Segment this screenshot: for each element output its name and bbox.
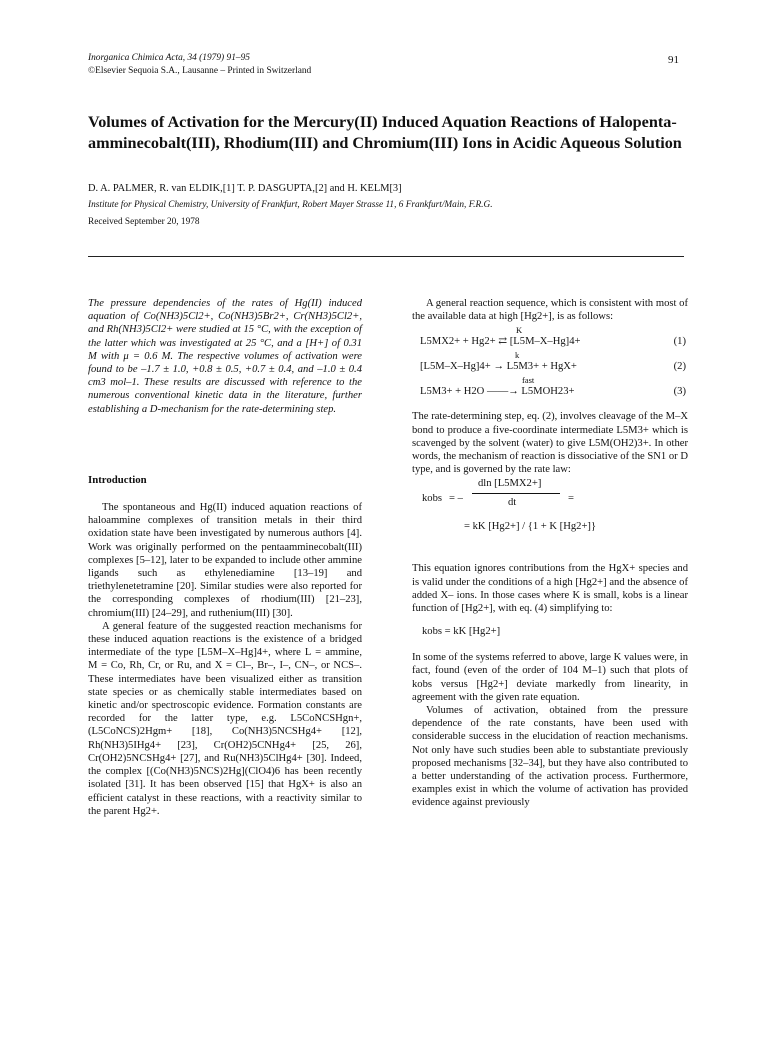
page-number: 91 — [668, 54, 679, 66]
rate-law-equals: = — [568, 493, 574, 505]
fast-step-label: fast — [522, 375, 535, 386]
left-column — [88, 297, 362, 818]
intro-paragraph-2: A general feature of the suggested reaction mechanisms for these induced aquation reactions is the existence of a bridged intermediate of the type [L5M–X–Hg]4+, where L = ammine, M = Co, Rh, Cr, or Ru, and X = Cl–, Br–, I–, CN–, or NCS–. These intermediates have been visualized either as transition state species or as chemically stable intermediates based on kinetic and/or spectroscopic evidence. Formation constants are recorded for the latter type, e.g. L5CoNCSHgn+, (L5CoNCS)2Hgm+ [18], Co(NH3)5NCSHg4+ [12], Rh(NH3)5IHg4+ [23], Cr(OH2)5CNHg4+ [25, 26], Cr(OH2)5NCSHg4+ [27], and Ru(NH3)5ClHg4+ [30]. Indeed, the complex [(Co(NH3)5NCS)2Hg](ClO4)6 has been recently isolated [31]. It has been observed [15] that HgX+ is also an efficient catalyst in these reactions, with a reactivity similar to the parent Hg2+. — [88, 620, 362, 817]
rate-law-expression: = kK [Hg2+] / {1 + K [Hg2+]} — [464, 521, 597, 533]
rate-law-equation — [412, 476, 688, 562]
affiliation: Institute for Physical Chemistry, University of Frankfurt, Robert Mayer Strasse 11, 6 Frankfurt/Main, F.R.G. — [88, 200, 493, 210]
journal-header — [88, 52, 311, 78]
article-title: Volumes of Activation for the Mercury(II) Induced Aquation Reactions of Halopenta-amminecobalt(III), Rhodium(III) and Chromium(III) Ions in Acidic Aqueous Solution — [88, 113, 682, 152]
intro-paragraph-1: The spontaneous and Hg(II) induced aquation reactions of haloammine complexes of transition metals in their third oxidation state have been investigated by numerous authors [4]. Work was originally performed on the pentaamminecobalt(III) complexes [5–12], later to be expanded to include other ammine ligands such as ethylenediamine [13–19] and triethylenetetramine [20]. Similar studies were also reported for the corresponding complexes of rhodium(III) [21–23], chromium(III) [24–29], and ruthenium(III) [30]. — [88, 502, 362, 619]
rate-constant-k: k — [515, 350, 520, 361]
rate-law-minus: = – — [449, 493, 463, 505]
publisher-line: ©Elsevier Sequoia S.A., Lausanne – Printed in Switzerland — [88, 66, 312, 76]
header-divider — [88, 256, 684, 257]
equation-2-text: [L5M–X–Hg]4+ → L5M3+ + HgX+ — [420, 361, 577, 373]
author-list: D. A. PALMER, R. van ELDIK,[1] T. P. DASGUPTA,[2] and H. KELM[3] — [88, 183, 402, 194]
equation-1-text: L5MX2+ + Hg2+ ⇄ [L5M–X–Hg]4+ — [420, 336, 581, 348]
simplified-rate-law — [412, 615, 688, 645]
equation-2-label: (2) — [673, 361, 686, 373]
body-paragraph-5: Volumes of activation, obtained from the pressure dependence of the rate constants, have been used with considerable success in the elucidation of reaction mechanisms. Not only have such studies been able to substantiate previously proposed mechanisms [32–34], but they have also contributed to a better understanding of the activation process. Furthermore, examples exist in which the volume of activation has provided evidence against previously — [412, 705, 688, 809]
body-paragraph-4: In some of the systems referred to above, large K values were, in fact, found (even of the order of 104 M–1) such that plots of kobs versus [Hg2+] deviate markedly from linearity, in agreement with the given rate equation. — [412, 652, 688, 703]
rate-law-numerator: dln [L5MX2+] — [478, 478, 542, 490]
equation-1-label: (1) — [673, 336, 686, 348]
simplified-rate-law-text: kobs = kK [Hg2+] — [422, 626, 501, 638]
rate-law-kobs: kobs — [422, 493, 443, 505]
equation-1 — [412, 325, 688, 354]
equation-3-label: (3) — [673, 386, 686, 398]
equation-2 — [412, 350, 688, 379]
equation-3 — [412, 375, 688, 404]
body-paragraph-2: The rate-determining step, eq. (2), involves cleavage of the M–X bond to produce a five-coordinate intermediate L5M3+ which is scavenged by the solvent (water) to give L5M(OH2)3+. In other words, the mechanism of reaction is dissociative of the SN1 or D type, and is governed by the rate law: — [412, 411, 688, 476]
abstract: The pressure dependencies of the rates of Hg(II) induced aquation of Co(NH3)5Cl2+, Co(NH3)5Br2+, Cr(NH3)5Cl2+, and Rh(NH3)5Cl2+ were studied at 15 °C, with the exception of the latter which was investigated at 25 °C, and a [H+] of 0.31 M with μ = 0.6 M. The respective volumes of activation were found to be –1.7 ± 1.0, +0.8 ± 0.5, +0.7 ± 0.4, and –1.0 ± 0.4 cm3 mol–1. These results are discussed with reference to the numerous conventional kinetic data in the literature, further establishing a D-mechanism for the rate-determining step. — [88, 298, 362, 415]
right-column — [412, 297, 688, 810]
journal-citation: Inorganica Chimica Acta, 34 (1979) 91–95 — [88, 53, 250, 63]
body-paragraph-3: This equation ignores contributions from the HgX+ species and is valid under the conditions of a high [Hg2+] and the absence of added X– ions. In those cases where K is small, kobs is a linear function of [Hg2+], with eq. (4) simplifying to: — [412, 563, 688, 615]
received-date: Received September 20, 1978 — [88, 217, 200, 227]
body-paragraph-1: A general reaction sequence, which is consistent with most of the available data at high [Hg2+], is as follows: — [412, 298, 688, 323]
rate-law-denominator: dt — [508, 497, 517, 509]
section-heading-introduction: Introduction — [88, 473, 147, 486]
equilibrium-constant-K: K — [516, 325, 523, 336]
equation-3-text: L5M3+ + H2O ——→ L5MOH23+ — [420, 386, 575, 398]
fraction-bar — [472, 493, 560, 494]
